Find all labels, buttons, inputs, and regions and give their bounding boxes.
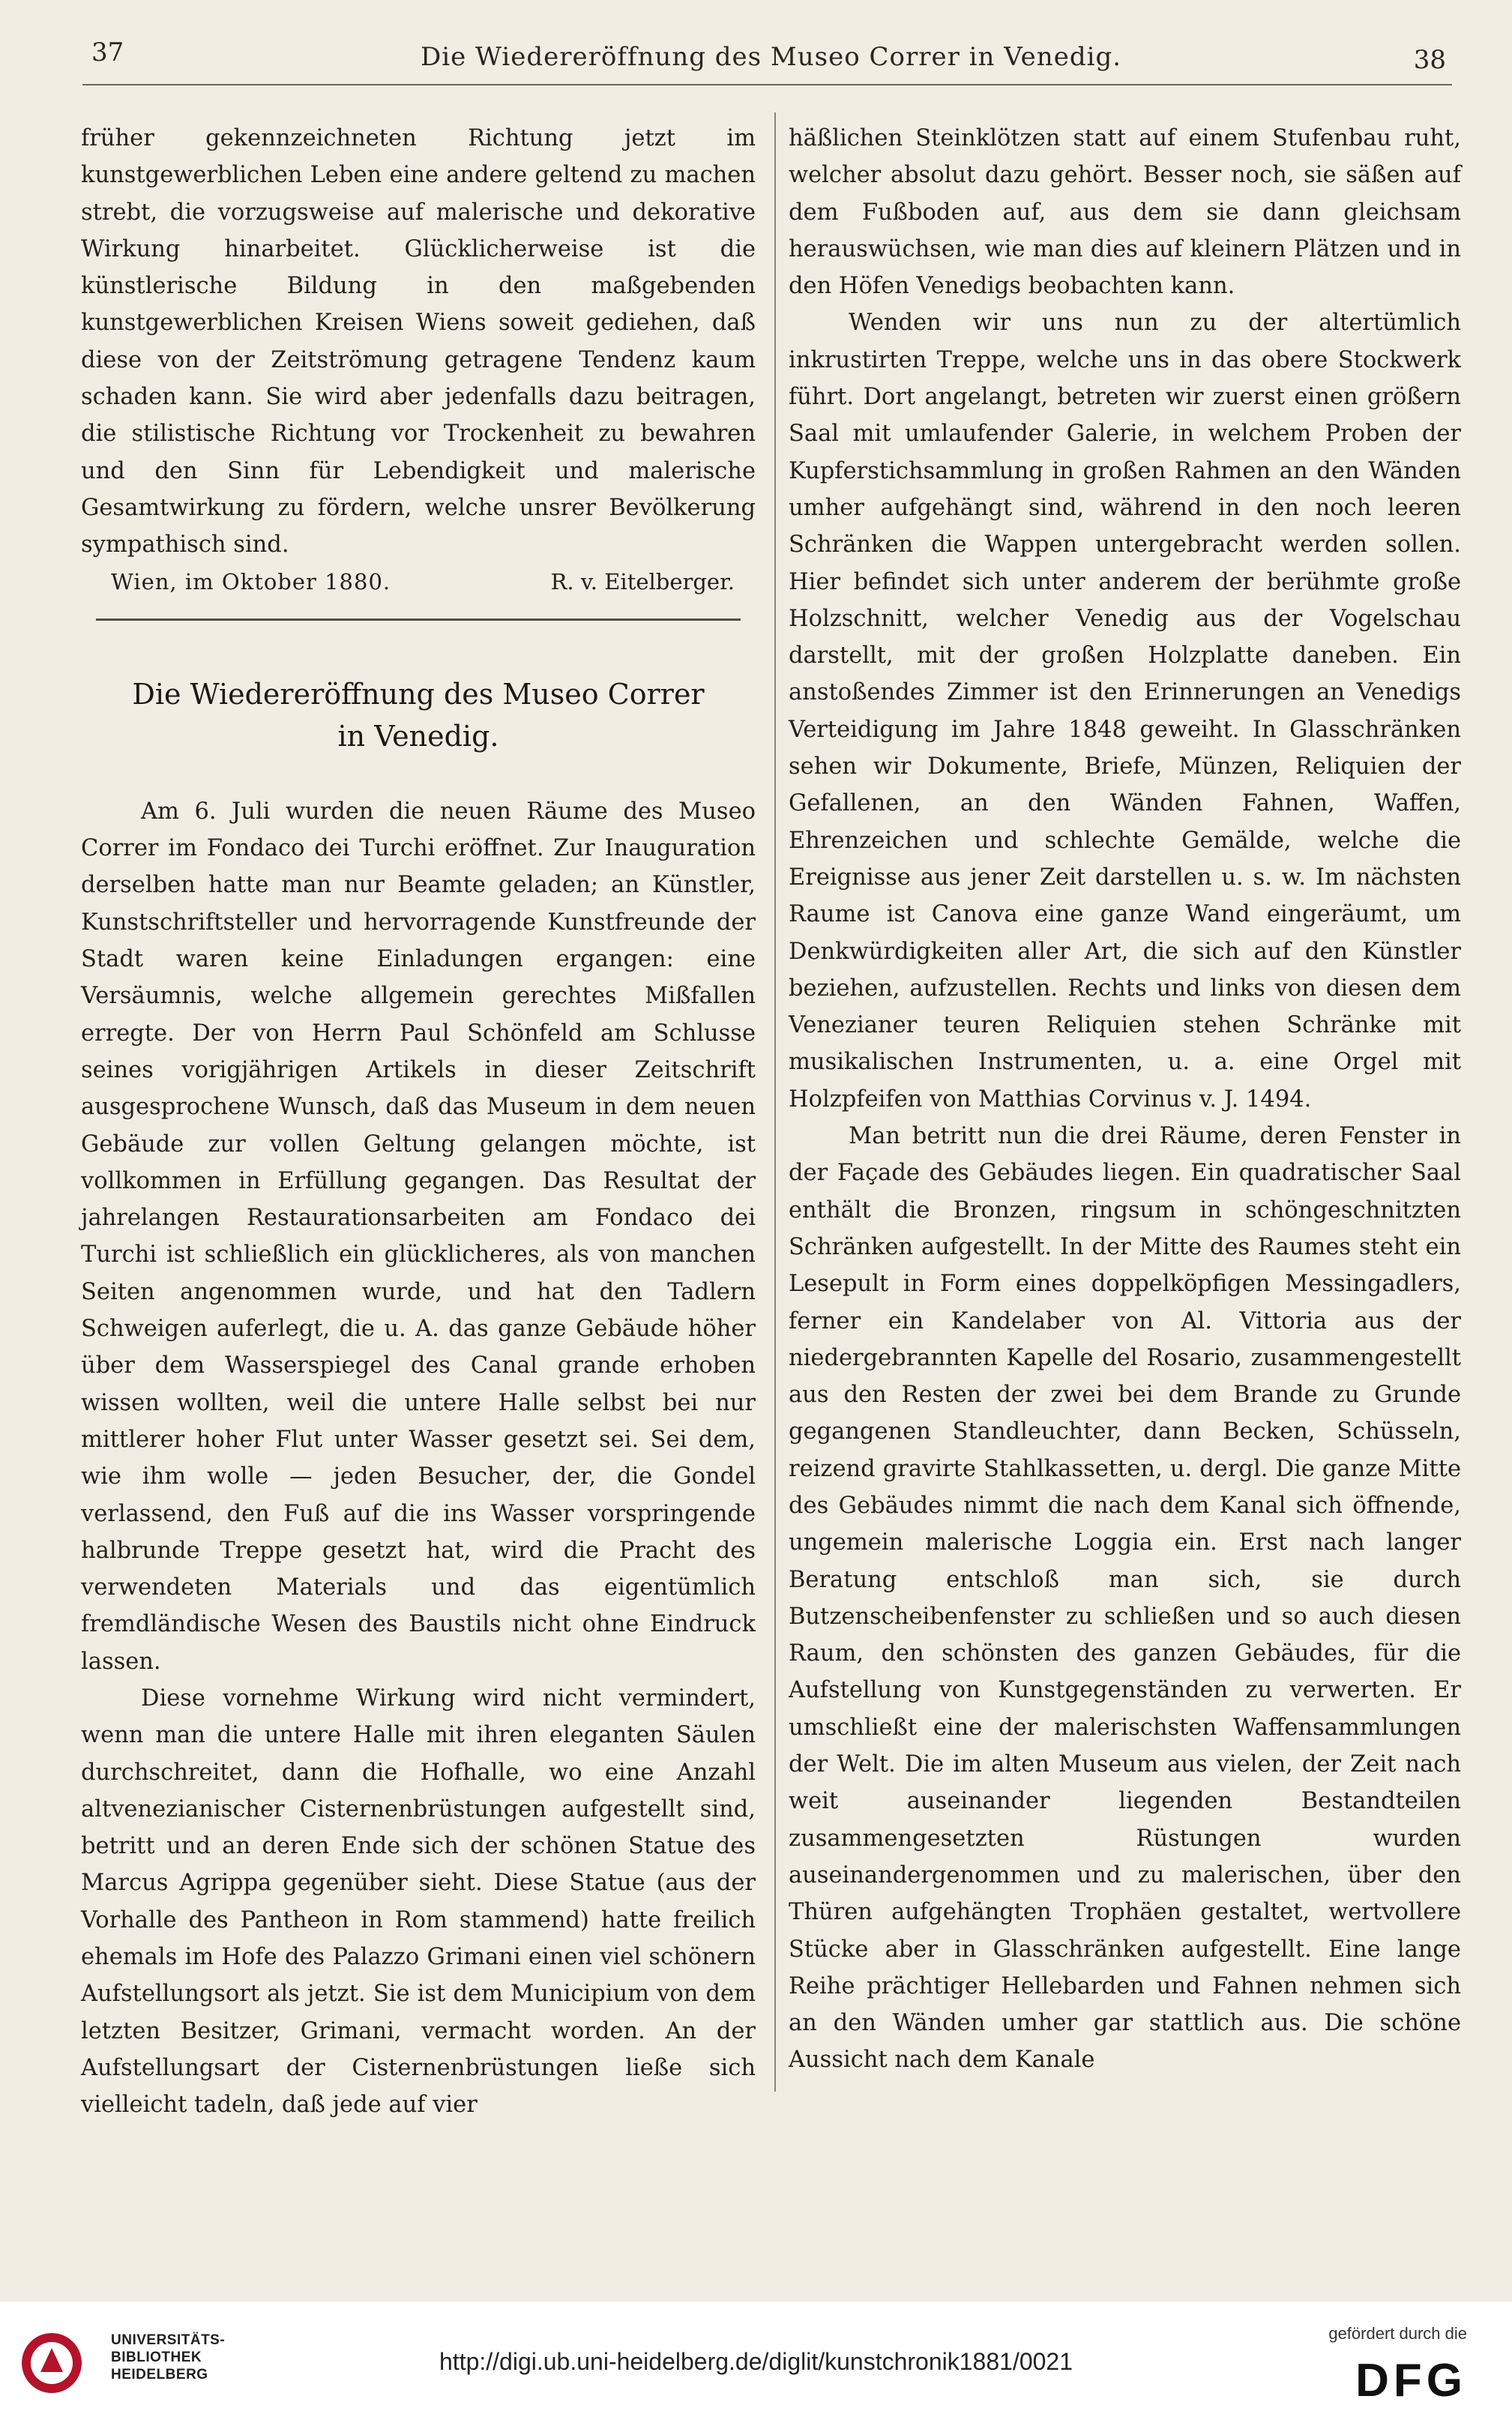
article-separator-rule [96,618,741,621]
page-number-right: 38 [1413,45,1446,75]
library-name-line-2: BIBLIOTHEK [111,2350,202,2365]
signature-place-date: Wien, im Oktober 1880. [111,568,391,595]
article-title-line-1: Die Wiedereröffnung des Museo Correr [132,677,705,711]
article-paragraph: Man betritt nun die drei Räume, deren Fenster in der Façade des Gebäudes liegen. Ein quadratischer Saal enthält die Bronzen, ringsum in schöngeschnitzten Schränken aufgestellt. In der Mitte des Raumes steht ein Lesepult in Form eines doppelköpfigen Messingadlers, ferner ein Kandelaber von Al. Vittoria aus der niedergebrannten Kapelle del Rosario, zusammengestellt aus den Resten der zwei bei dem Brande zu Grunde gegangenen Standleuchter, dann Becken, Schüsseln, reizend gravirte Stahlkassetten, u. dergl. Die ganze Mitte des Gebäudes nimmt die nach dem Kanal sich öffnende, ungemein malerische Loggia ein. Erst nach langer Beratung entschloß man sich, sie durch Butzenscheibenfenster zu schließen und so auch diesen Raum, den schönsten des ganzen Gebäudes, für die Aufstellung von Kunstgegenständen zu verwerten. Er umschließt eine der malerischsten Waffensammlungen der Welt. Die im alten Museum aus vielen, der Zeit nach weit auseinander liegenden Bestandteilen zusammengesetzten Rüstungen wurden auseinandergenommen und zu malerischen, über den Thüren aufgehängten Trophäen gestaltet, wertvollere Stücke aber in Glasschränken aufgestellt. Eine lange Reihe prächtiger Hellebarden und Fahnen nehmen sich an den Wänden umher gar stattlich aus. Die schöne Aussicht nach dem Kanale [789,1123,1461,2074]
article-paragraph: Wenden wir uns nun zu der altertümlich inkrustirten Treppe, welche uns in das obere Stockwerk führt. Dort angelangt, betreten wir zuerst einen größern Saal mit umlaufender Galerie, in welchem Proben der Kupferstichsammlung in großen Rahmen an den Wänden umher aufgehängt sind, während in den noch leeren Schränken die Wappen untergebracht werden sollen. Hier befindet sich unter anderem der berühmte große Holzschnitt, welcher Venedig aus der Vogelschau darstellt, mit der großen Holzplatte daneben. Ein anstoßendes Zimmer ist den Erinnerungen an Venedigs Verteidigung im Jahre 1848 geweiht. In Glasschränken sehen wir Dokumente, Briefe, Münzen, Reliquien der Gefallenen, an den Wänden Fahnen, Waffen, Ehrenzeichen und schlechte Gemälde, welche die Ereignisse aus jener Zeit darstellen u. s. w. Im nächsten Raume ist Canova eine ganze Wand eingeräumt, um Denkwürdigkeiten aller Art, die sich auf den Künstler beziehen, aufzustellen. Rechts und links von diesen dem Venezianer teuren Reliquien stehen Schränke mit musikalischen Instrumenten, u. a. eine Orgel mit Holzpfeifen von Matthias Corvinus v. J. 1494. [789,310,1461,1113]
signature-line [81,564,756,601]
column-divider [774,112,776,2092]
library-name-line-1: UNIVERSITÄTS- [111,2332,226,2348]
signature-author: R. v. Eitelberger. [550,568,735,595]
article-paragraph: Am 6. Juli wurden die neuen Räume des Museo Correr im Fondaco dei Turchi eröffnet. Zur Inauguration derselben hatte man nur Beamte geladen; an Künstler, Kunstschriftsteller und hervorragende Kunstfreunde der Stadt waren keine Einladungen ergangen: eine Versäumnis, welche allgemein gerechtes Mißfallen erregte. Der von Herrn Paul Schönfeld am Schlusse seines vorigjährigen Artikels in dieser Zeitschrift ausgesprochene Wunsch, daß das Museum in dem neuen Gebäude zur vollen Geltung gelangen möchte, ist vollkommen in Erfüllung gegangen. Das Resultat der jahrelangen Restaurationsarbeiten am Fondaco dei Turchi ist schließlich ein glücklicheres, als von manchen Seiten angenommen wurde, und hat den Tadlern Schweigen auferlegt, die u. A. das ganze Gebäude höher über dem Wasserspiegel des Canal grande erhoben wissen wollten, weil die untere Halle selbst bei nur mittlerer hoher Flut unter Wasser gesetzt sei. Sei dem, wie ihm wolle — jeden Besucher, der, die Gondel verlassend, den Fuß auf die ins Wasser vorspringende halbrunde Treppe gesetzt hat, wird die Pracht des verwendeten Materials und das eigentümlich fremdländische Wesen des Baustils nicht ohne Eindruck lassen. [81,798,756,1675]
header-rule [82,84,1452,85]
dfg-logo: DFG [1355,2355,1467,2407]
funding-label: gefördert durch die [1328,2324,1467,2343]
left-column [81,120,756,2124]
library-name-line-3: HEIDELBERG [111,2367,208,2383]
article-title [81,673,756,757]
right-column [789,120,1461,2079]
permalink-url[interactable]: http://digi.ub.uni-heidelberg.de/diglit/kunstchronik1881/0021 [439,2348,1073,2375]
digitization-footer [0,2302,1512,2417]
previous-article-ending: früher gekennzeichneten Richtung jetzt im kunstgewerblichen Leben eine andere geltend zu machen strebt, die vorzugsweise auf malerische und dekorative Wirkung hinarbeitet. Glücklicherweise ist die künstlerische Bildung in den maßgebenden kunstgewerblichen Kreisen Wiens soweit gediehen, daß diese von der Zeitströmung getragene Tendenz kaum schaden kann. Sie wird aber jedenfalls dazu beitragen, die stilistische Richtung vor Trockenheit zu bewahren und den Sinn für Lebendigkeit und malerische Gesamtwirkung zu fördern, welche unsrer Bevölkerung sympathisch sind. [81,125,756,559]
page-number-left: 37 [91,37,124,67]
running-title: Die Wiedereröffnung des Museo Correr in Venedig. [420,42,1122,72]
running-head [82,31,1460,84]
article-title-line-2: in Venedig. [337,719,499,753]
article-paragraph: häßlichen Steinklötzen statt auf einem Stufenbau ruht, welcher absolut dazu gehört. Besser noch, sie säßen auf dem Fußboden auf, aus dem sie dann gleichsam herauswüchsen, wie man dies auf kleinern Plätzen und in den Höfen Venedigs beobachten kann. [789,125,1461,300]
article-paragraph: Diese vornehme Wirkung wird nicht vermindert, wenn man die untere Halle mit ihren eleganten Säulen durchschreitet, dann die Hofhalle, wo eine Anzahl altvenezianischer Cisternenbrüstungen aufgestellt sind, betritt und an deren Ende sich der schönen Statue des Marcus Agrippa gegenüber sieht. Diese Statue (aus der Vorhalle des Pantheon in Rom stammend) hatte freilich ehemals im Hofe des Palazzo Grimani einen viel schönern Aufstellungsort als jetzt. Sie ist dem Municipium von dem letzten Besitzer, Grimani, vermacht worden. An der Aufstellungsart der Cisternenbrüstungen ließe sich vielleicht tadeln, daß jede auf vier [81,1685,756,2119]
